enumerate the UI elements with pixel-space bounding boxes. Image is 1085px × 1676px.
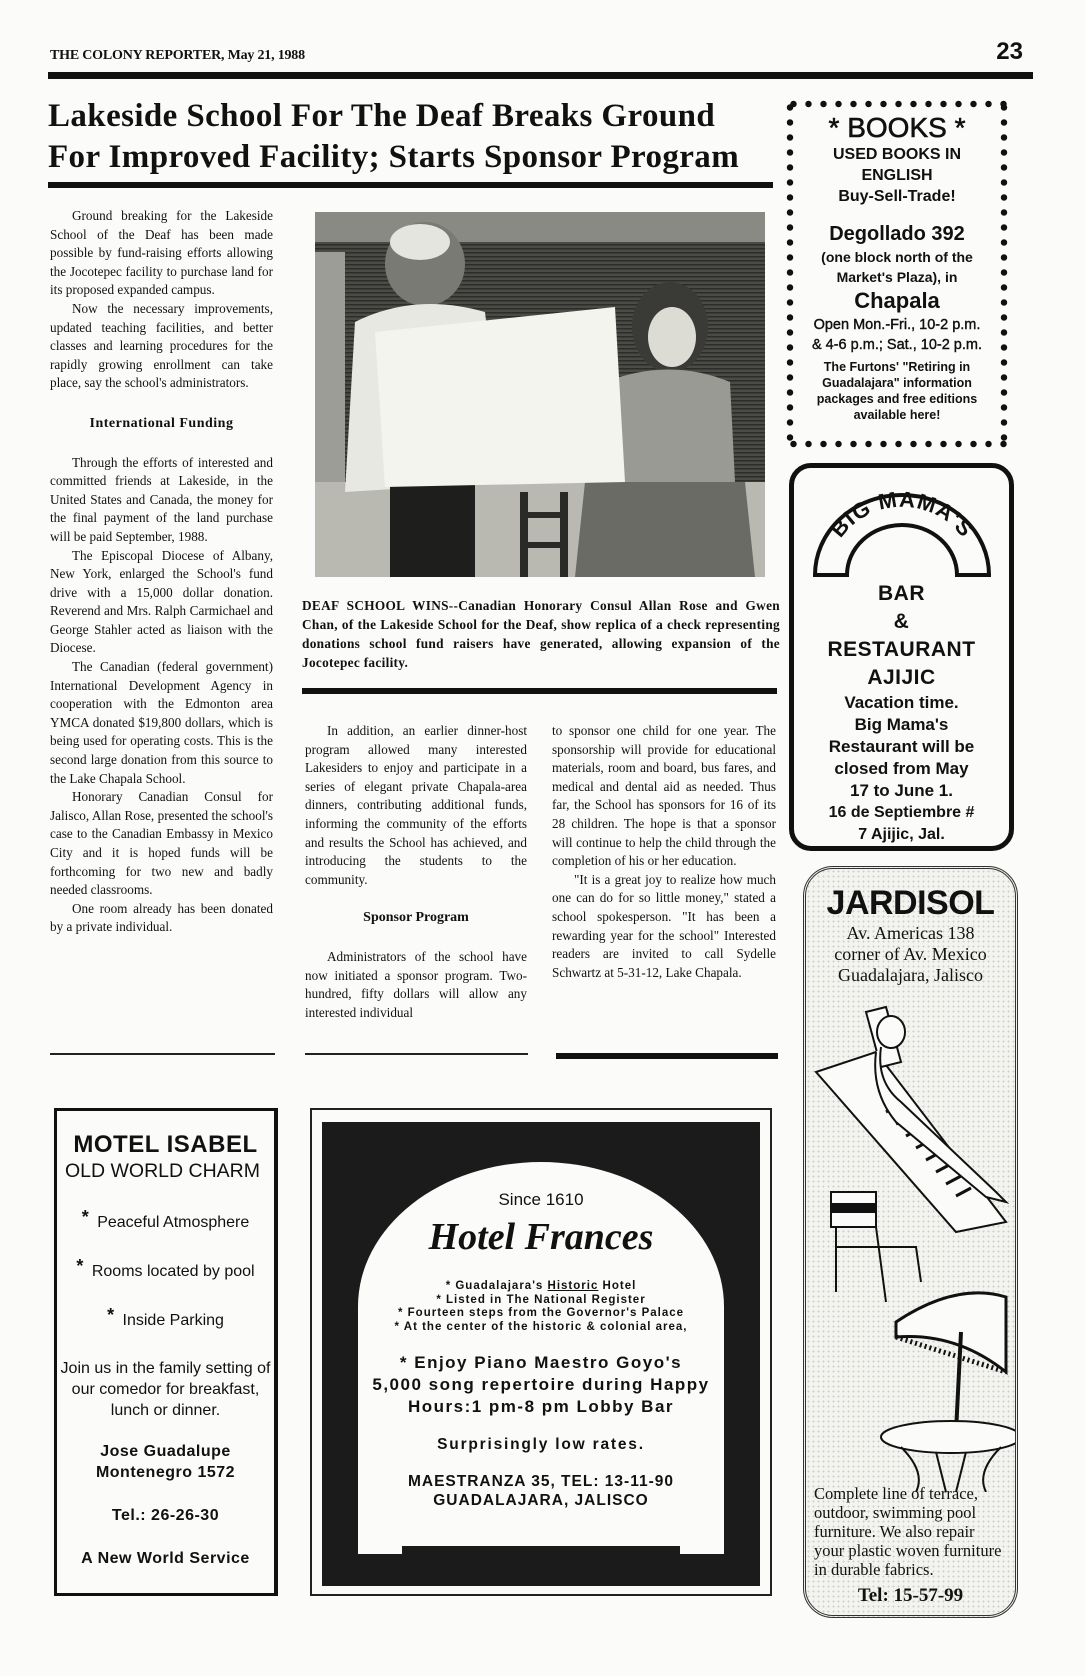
books-line: Buy-Sell-Trade!	[838, 188, 956, 205]
ad-jardisol	[803, 866, 1018, 1618]
paragraph: Honorary Canadian Consul for Jalisco, Allan Rose, presented the school's case to the Canadian Embassy in Mexico City and it is hoped funds will be forthcoming for two new and badly needed classrooms.	[50, 789, 273, 898]
books-promo: The Furtons' "Retiring in Guadalajara" information packages and free editions available here!	[816, 360, 978, 422]
masthead-rule	[48, 72, 1033, 79]
ad-motel-isabel	[54, 1108, 278, 1596]
asterisk-bullet-icon: *	[107, 1305, 115, 1325]
frances-since: Since 1610	[498, 1190, 584, 1209]
article-end-rule	[556, 1053, 778, 1059]
publication-masthead: THE COLONY REPORTER, May 21, 1988	[50, 48, 305, 63]
frances-address: MAESTRANZA 35, TEL: 13-11-90 GUADALAJARA, JALISCO	[407, 1473, 674, 1509]
bm-address: 7 Ajijic, Jal.	[858, 826, 945, 843]
bm-line: AJIJIC	[867, 666, 936, 689]
patio-furniture-illustration	[806, 992, 1015, 1492]
bm-line: BAR	[878, 582, 925, 605]
motel-subtitle: OLD WORLD CHARM	[64, 1160, 260, 1182]
jardisol-phone: Tel: 15-57-99	[857, 1585, 964, 1606]
motel-invite: Join us in the family setting of our comedor for breakfast, lunch or dinner.	[60, 1360, 271, 1419]
motel-title: MOTEL ISABEL	[73, 1131, 258, 1158]
dotted-border	[1000, 100, 1008, 448]
ad-used-books	[786, 100, 1008, 448]
column-rule	[50, 1053, 275, 1055]
frances-bullets	[372, 1280, 710, 1334]
arch-base	[402, 1546, 680, 1554]
motel-slogan: A New World Service	[81, 1550, 250, 1567]
page-number: 23	[996, 38, 1023, 65]
bm-line: &	[893, 610, 910, 633]
asterisk-bullet-icon: *	[76, 1256, 84, 1276]
subhead-international-funding: International Funding	[89, 415, 234, 431]
frances-bullet: * Fourteen steps from the Governor's Palace	[397, 1307, 685, 1319]
books-line: ENGLISH	[861, 167, 933, 184]
bm-notice: 17 to June 1.	[850, 781, 953, 800]
frances-bullet: * At the center of the historic & colonial area,	[394, 1320, 688, 1333]
books-hours: & 4-6 p.m.; Sat., 10-2 p.m.	[811, 337, 983, 353]
jardisol-description: Complete line of terrace, outdoor, swimming pool furniture. We also repair your plastic woven furniture in durable fabrics.	[814, 1484, 1002, 1579]
photo-caption: DEAF SCHOOL WINS--Canadian Honorary Consul Allan Rose and Gwen Chan, of the Lakeside School for the Deaf, show replica of a check representing donations school fund raisers have generated, allowing expansion of the Jocotepec facility.	[302, 598, 780, 670]
paragraph: One room already has been donated by a private individual.	[50, 900, 273, 935]
headline-rule	[48, 182, 773, 188]
bm-line: RESTAURANT	[827, 638, 976, 661]
books-directions: (one block north of the	[821, 249, 973, 265]
article-photo	[315, 212, 765, 577]
left-pillar	[322, 1330, 358, 1584]
paragraph: to sponsor one child for one year. The sponsorship will provide for educational materials, room and board, bus fares, and medical and dental aid as needed. Thus far, the School has sponsors for 16 of its 28 children. The hope is that a sponsor will continue to help the child through the completion of his or her education.	[552, 723, 776, 869]
jardisol-title: JARDISOL	[826, 884, 995, 922]
paragraph: Through the efforts of interested and committed friends at Lakeside, in the United States and Canada, the money for the final payment of the land purchase will be paid September, 1988.	[50, 454, 273, 544]
ad-hotel-frances	[310, 1108, 772, 1596]
paragraph: The Episcopal Diocese of Albany, New York, enlarged the School's fund drive with a 15,000 dollar donation. Reverend and Mrs. Ralph Carmichael and George Stahler acted as liaison with the Diocese.	[50, 547, 273, 656]
article-column-3	[552, 722, 776, 982]
asterisk-bullet-icon: *	[81, 1207, 89, 1227]
bm-notice: Big Mama's	[854, 715, 949, 734]
paragraph: The Canadian (federal government) International Development Agency in cooperation with the Edmonton area YMCA donated $19,800 dollars, which is being used for operating costs. This is the second large donation from this source to the Lake Chapala School.	[50, 659, 273, 786]
dotted-border	[786, 100, 794, 448]
books-line: USED BOOKS IN	[832, 146, 961, 163]
frances-bullet: * Listed in The National Register	[436, 1293, 646, 1306]
bm-notice: Vacation time.	[844, 693, 959, 712]
ad-big-mamas	[789, 463, 1014, 851]
paragraph: "It is a great joy to realize how much one can do for so little money," stated a school spokesperson. "It has been a rewarding year for the school" Interested readers are invited to call Sydelle Schwartz at 5-31-12, Lake Chapala.	[552, 871, 776, 980]
article-headline: Lakeside School For The Deaf Breaks Ground For Improved Facility; Starts Sponsor Program	[48, 98, 740, 175]
books-city: Chapala	[854, 288, 940, 313]
motel-phone: Tel.: 26-26-30	[111, 1507, 220, 1524]
article-column-2	[305, 722, 527, 1022]
photo-check-presentation-image	[315, 212, 765, 577]
right-pillar	[724, 1330, 760, 1584]
caption-rule	[302, 688, 777, 694]
paragraph: Ground breaking for the Lakeside School of the Deaf has been made possible by fund-raising efforts allowing the Jocotepec facility to purchase land for its proposed expanded campus.	[50, 208, 273, 298]
dotted-border	[786, 440, 1008, 448]
frances-piano: * Enjoy Piano Maestro Goyo's 5,000 song repertoire during Happy Hours:1 pm-8 pm Lobby Bar	[372, 1353, 710, 1416]
arch-logo-icon	[807, 480, 997, 580]
paragraph: Now the necessary improvements, updated teaching facilities, and better classes and learning procedures for the rapidly growing enrollment can take place, say the school's administrators.	[50, 300, 273, 391]
books-address: Degollado 392	[829, 223, 965, 245]
frances-bullet: * Guadalajara's Historic Hotel	[445, 1280, 637, 1292]
jardisol-address: corner of Av. Mexico	[834, 944, 987, 964]
jardisol-address: Guadalajara, Jalisco	[838, 965, 983, 985]
svg-text:BIG MAMA'S: BIG MAMA'S	[824, 486, 979, 542]
frances-rates: Surprisingly low rates.	[437, 1436, 645, 1453]
dotted-border	[786, 100, 1008, 108]
books-directions: Market's Plaza), in	[836, 269, 958, 285]
frances-name: Hotel Frances	[428, 1216, 654, 1258]
bm-address: 16 de Septiembre #	[828, 804, 975, 821]
paragraph: Administrators of the school have now initiated a sponsor program. Two-hundred, fifty dollars will allow any interested individual	[305, 948, 527, 1020]
subhead-sponsor-program: Sponsor Program	[363, 910, 469, 926]
paragraph: In addition, an earlier dinner-host program allowed many interested Lakesiders to enjoy and participate in a series of elegant private Chapala-area dinners, contributing additional funds, informing the community of the efforts and results the School has achieved, and introducing the students to the community.	[305, 723, 527, 887]
motel-address: Jose Guadalupe Montenegro 1572	[95, 1443, 236, 1481]
motel-feature: * Rooms located by pool	[76, 1256, 255, 1280]
motel-feature: * Inside Parking	[107, 1305, 224, 1329]
jardisol-address: Av. Americas 138	[846, 923, 975, 943]
books-hours: Open Mon.-Fri., 10-2 p.m.	[813, 317, 981, 333]
books-title: * BOOKS *	[828, 112, 966, 143]
bm-notice: closed from May	[834, 759, 969, 778]
big-mamas-logo	[794, 480, 1009, 580]
motel-feature: * Peaceful Atmosphere	[81, 1207, 250, 1231]
bm-notice: Restaurant will be	[828, 737, 975, 756]
article-column-1	[50, 207, 273, 937]
column-rule	[305, 1053, 528, 1055]
